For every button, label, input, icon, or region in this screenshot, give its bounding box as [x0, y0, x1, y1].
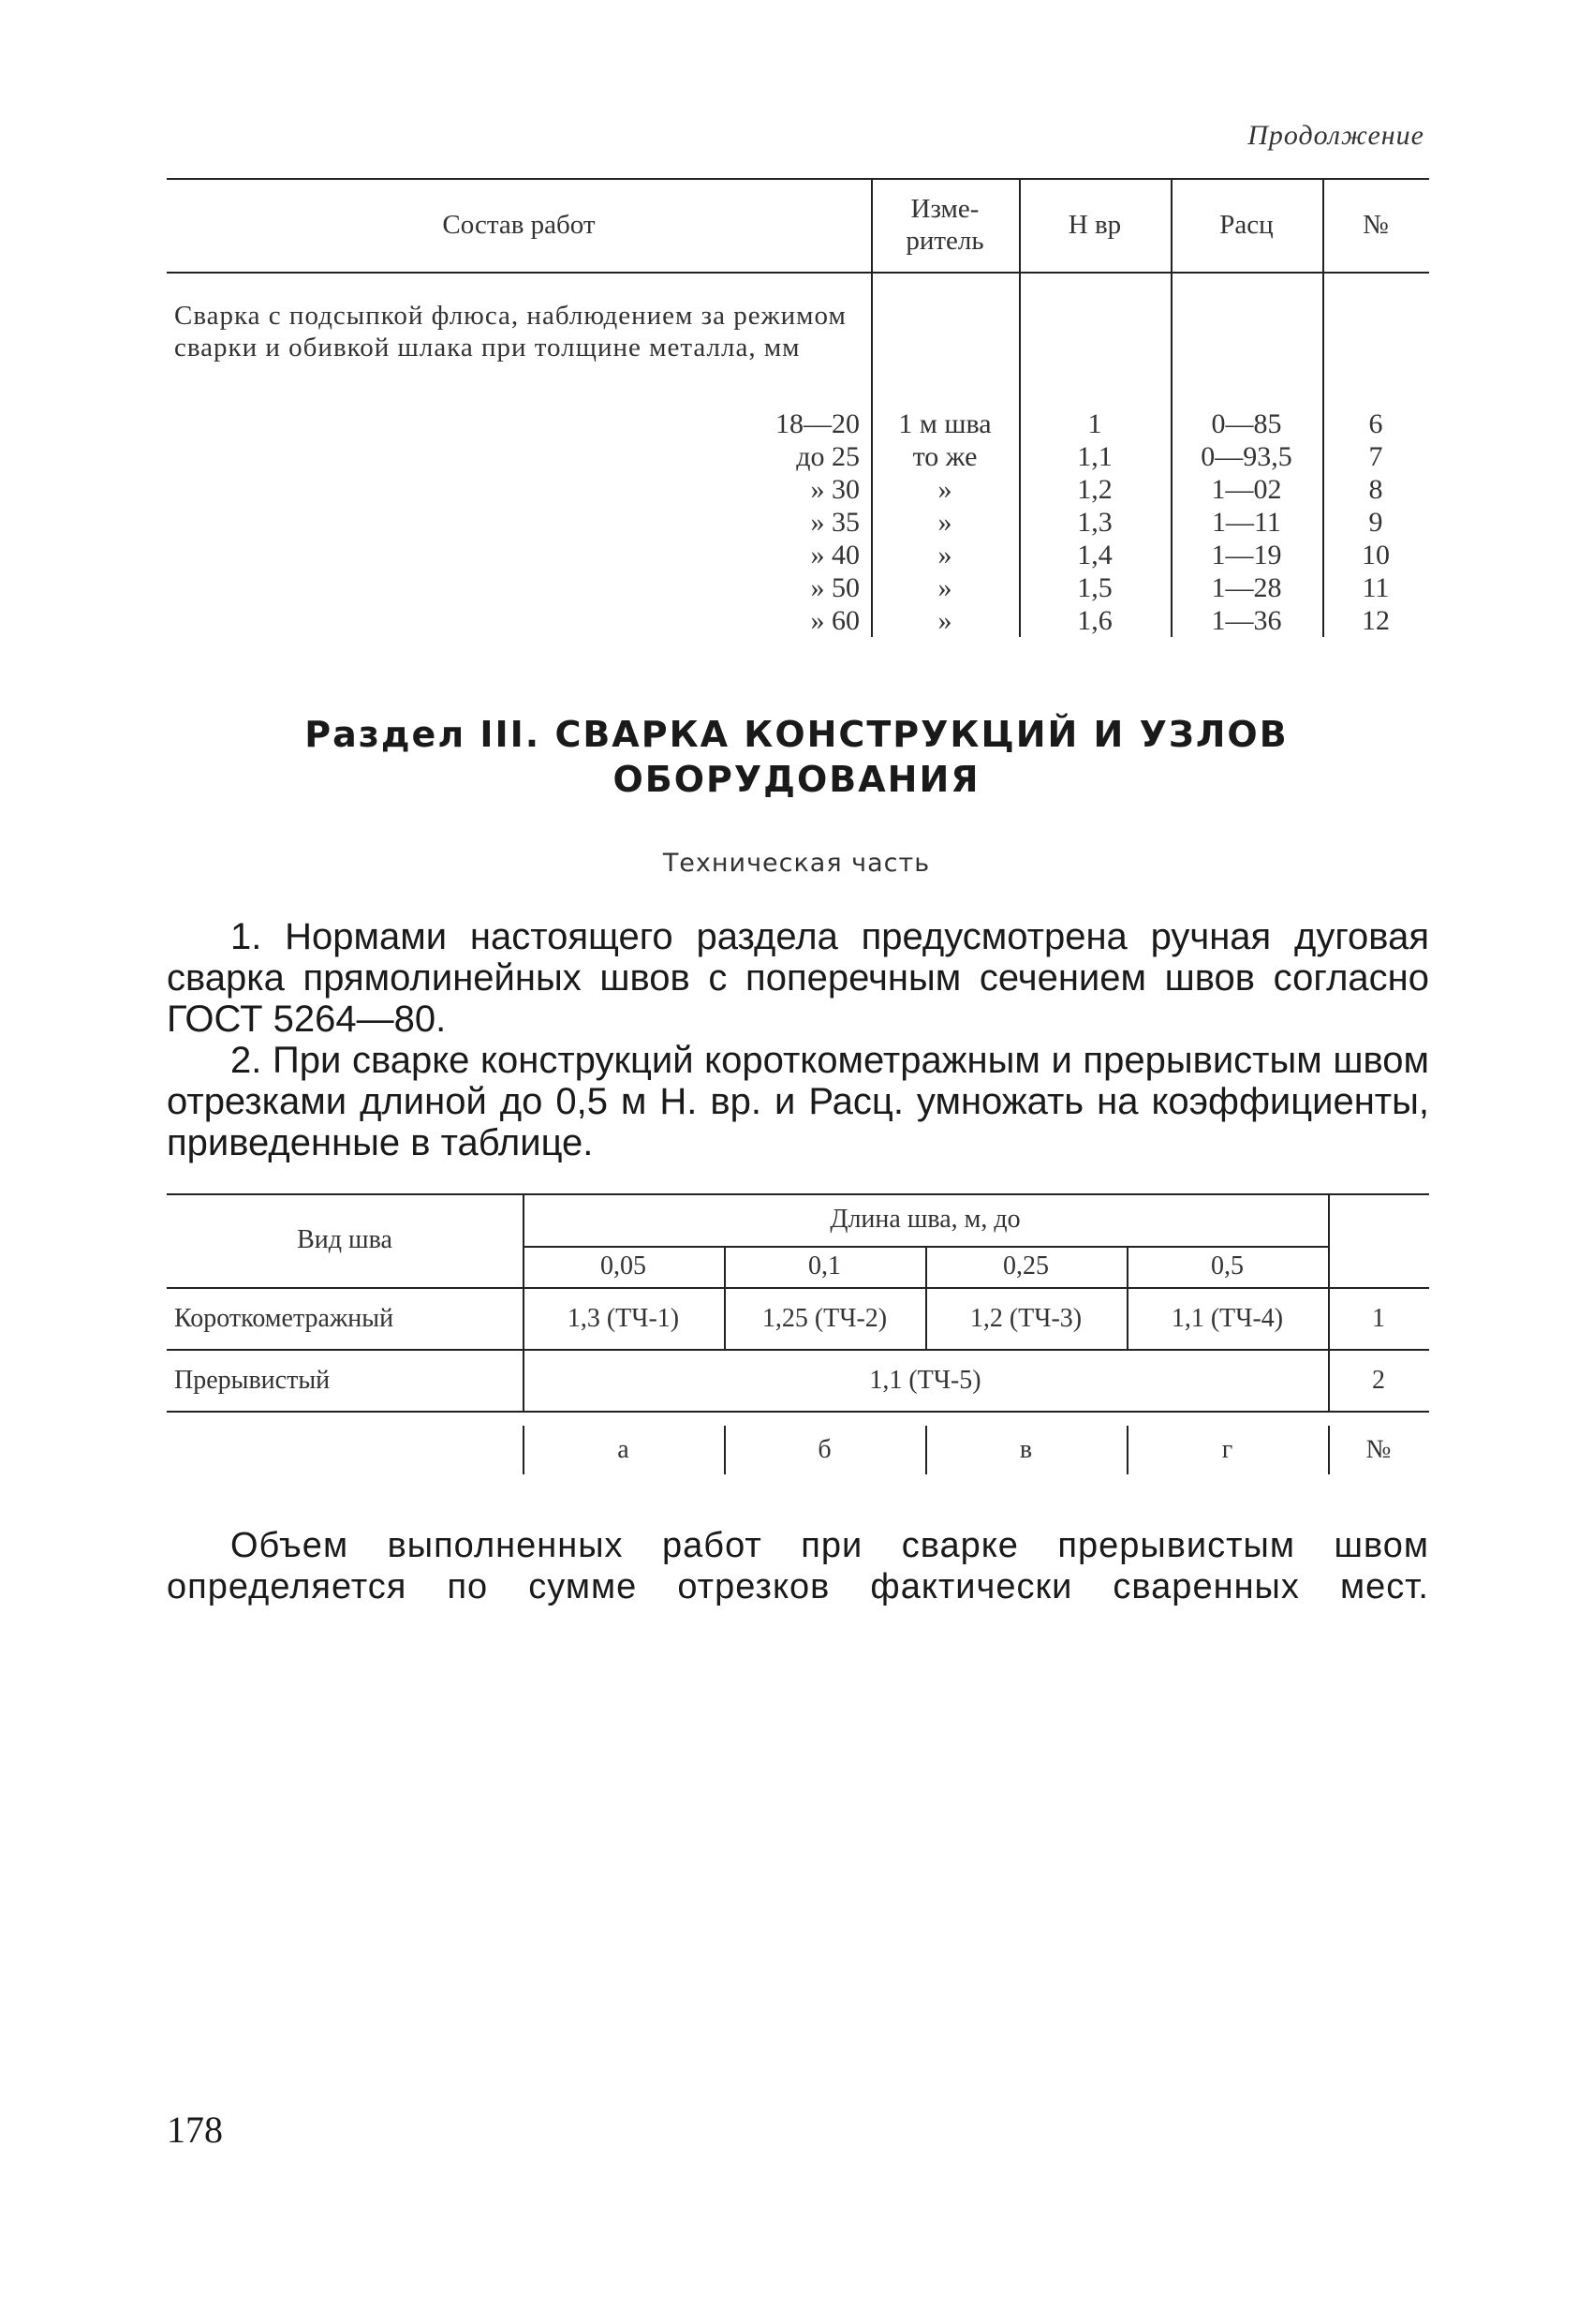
cell-number: 11	[1362, 572, 1390, 603]
cell-number: 10	[1362, 540, 1390, 570]
cell-thickness: » 35	[810, 507, 860, 538]
cell-thickness: » 50	[810, 572, 860, 603]
paragraph-1-text: 1. Нормами настоящего раздела предусмотрена ручная дуговая сварка прямолинейных швов с поперечным сечением швов согласно ГОСТ 5264—80.	[167, 916, 1429, 1040]
coefficient-table	[167, 1193, 1429, 1493]
length-0-25: 0,25	[1003, 1251, 1049, 1280]
cell-time-norm: 1,2	[1077, 474, 1113, 505]
closing-paragraph-text: Объем выполненных работ при сварке прерывистым швом определяется по сумме отрезков фактически сваренных мест.	[167, 1526, 1429, 1606]
page-number: 178	[167, 2109, 223, 2151]
cell-number: 9	[1368, 507, 1383, 538]
cell-number: 12	[1362, 605, 1390, 636]
length-0-5: 0,5	[1211, 1251, 1244, 1280]
cell-rate: 1—19	[1211, 540, 1282, 570]
coef-tch-2: 1,25 (ТЧ-2)	[761, 1304, 888, 1333]
work-description: Сварка с подсыпкой флюса, наблюдением за режимом сварки и обивкой шлака при толщине металла, мм	[174, 301, 847, 363]
header-number: №	[1363, 210, 1389, 240]
cell-time-norm: 1,4	[1077, 540, 1113, 570]
cell-unit: »	[937, 507, 952, 538]
cell-unit: »	[937, 474, 952, 505]
header-seam-length: Длина шва, м, до	[830, 1205, 1021, 1234]
footer-letter-g: г	[1221, 1435, 1233, 1464]
cell-thickness: до 25	[796, 441, 860, 472]
cell-unit: 1 м шва	[898, 408, 992, 439]
cell-unit: »	[937, 540, 952, 570]
closing-paragraph	[167, 1525, 1429, 1607]
cell-unit: »	[937, 572, 952, 603]
cell-thickness: » 40	[810, 540, 860, 570]
coef-tch-1: 1,3 (ТЧ-1)	[567, 1304, 680, 1333]
cell-rate: 0—85	[1211, 408, 1282, 439]
coef-tch-3: 1,2 (ТЧ-3)	[969, 1304, 1083, 1333]
row-intermittent-label: Прерывистый	[174, 1366, 331, 1395]
cell-thickness: » 30	[810, 474, 860, 505]
cell-number: 8	[1368, 474, 1383, 505]
table-row	[167, 440, 1429, 473]
footer-number-label: №	[1365, 1435, 1392, 1464]
length-0-1: 0,1	[808, 1251, 841, 1280]
header-composition: Состав работ	[442, 210, 596, 240]
cell-rate: 0—93,5	[1201, 441, 1292, 472]
coef-tch-4: 1,1 (ТЧ-4)	[1171, 1304, 1284, 1333]
section-title-line2: ОБОРУДОВАНИЯ	[612, 759, 981, 800]
cell-rate: 1—02	[1211, 474, 1282, 505]
header-rate: Расц	[1219, 210, 1274, 240]
work-table	[167, 178, 1429, 637]
header-time-norm: Н вр	[1068, 210, 1122, 240]
footer-letter-v: в	[1019, 1435, 1033, 1464]
section-title-line1: Раздел III. СВАРКА КОНСТРУКЦИЙ И УЗЛОВ	[304, 714, 1289, 755]
cell-time-norm: 1,6	[1077, 605, 1113, 636]
cell-time-norm: 1	[1087, 408, 1102, 439]
cell-number: 7	[1368, 441, 1383, 472]
coef-tch-5: 1,1 (ТЧ-5)	[869, 1366, 981, 1395]
header-unit: Изме- ритель	[906, 194, 984, 256]
table-row	[167, 473, 1429, 506]
footer-letter-b: б	[818, 1435, 832, 1464]
paragraph-2-text: 2. При сварке конструкций короткометражным и прерывистым швом отрезками длиной до 0,5 м Н. вр. и Расц. умножать на коэффициенты, приведенные в таблице.	[167, 1040, 1429, 1163]
paragraph-1	[167, 916, 1429, 1040]
footer-letter-a: а	[617, 1435, 629, 1464]
cell-rate: 1—36	[1211, 605, 1282, 636]
cell-thickness: » 60	[810, 605, 860, 636]
table-row	[167, 506, 1429, 539]
cell-rate: 1—11	[1212, 507, 1281, 538]
table-row	[167, 539, 1429, 571]
row-2-number: 2	[1372, 1366, 1385, 1395]
cell-time-norm: 1,5	[1077, 572, 1113, 603]
continuation-label: Продолжение	[1247, 120, 1424, 151]
section-subtitle: Техническая часть	[662, 849, 931, 878]
cell-thickness: 18—20	[775, 408, 860, 439]
length-0-05: 0,05	[600, 1251, 646, 1280]
table-row	[167, 571, 1429, 604]
cell-unit: »	[937, 605, 952, 636]
cell-time-norm: 1,3	[1077, 507, 1113, 538]
cell-rate: 1—28	[1211, 572, 1282, 603]
row-short-seam-label: Короткометражный	[174, 1304, 394, 1333]
paragraph-2	[167, 1040, 1429, 1163]
table-row	[167, 604, 1429, 637]
cell-time-norm: 1,1	[1077, 441, 1113, 472]
cell-number: 6	[1368, 408, 1383, 439]
table-row	[167, 407, 1429, 440]
header-seam-type: Вид шва	[297, 1225, 392, 1254]
cell-unit: то же	[912, 441, 978, 472]
row-1-number: 1	[1372, 1304, 1385, 1333]
section-title	[0, 712, 1593, 802]
